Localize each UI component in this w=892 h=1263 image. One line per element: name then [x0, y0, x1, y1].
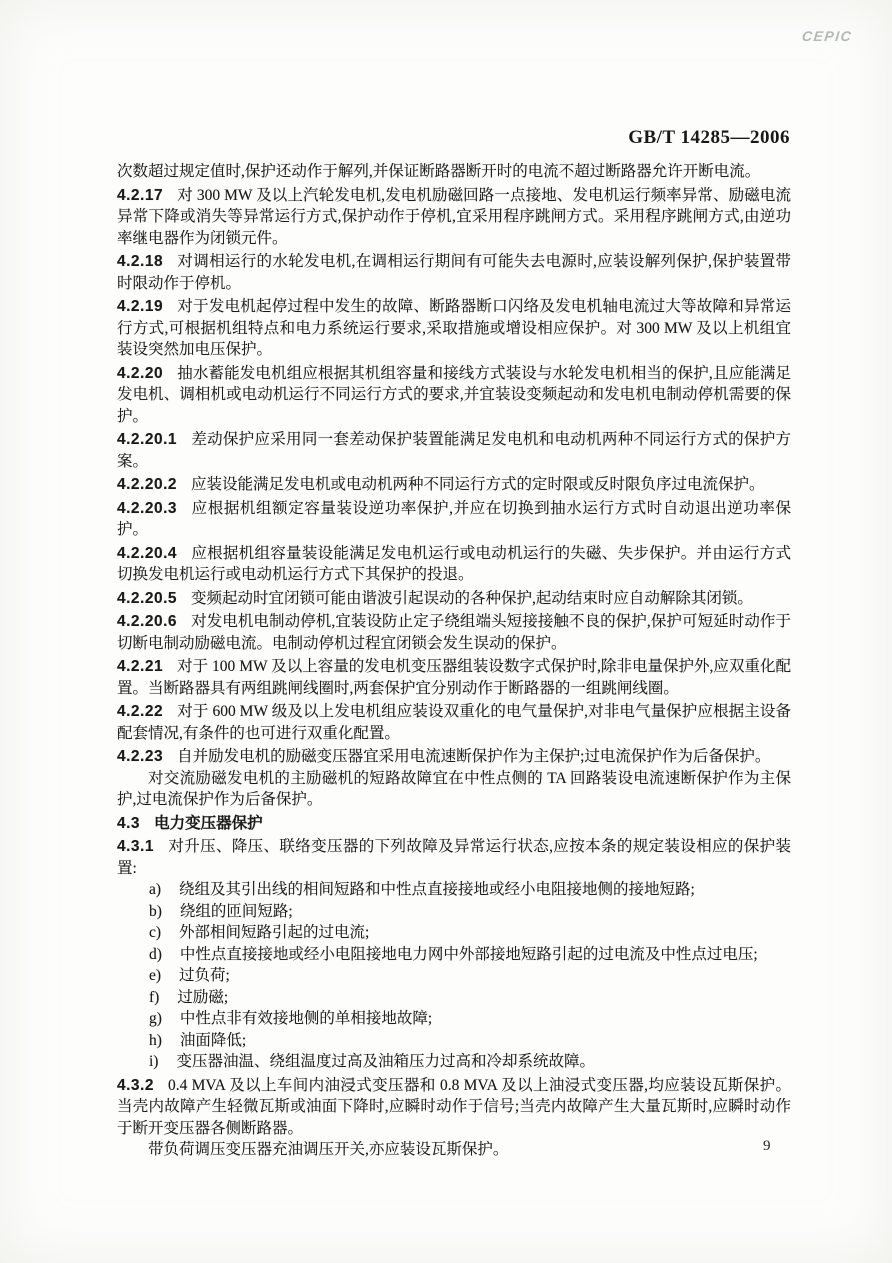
clause-number: 4.3.2	[117, 1076, 154, 1094]
list-item-b	[117, 901, 791, 923]
list-item-c	[117, 922, 791, 944]
clause-4-3-1	[117, 836, 791, 879]
list-item-label: f)	[149, 988, 160, 1006]
clause-number: 4.2.19	[117, 298, 164, 315]
list-item-text: 变压器油温、绕组温度过高及油箱压力过高和冷却系统故障。	[176, 1053, 595, 1070]
clause-text: 0.4 MVA 及以上车间内油浸式变压器和 0.8 MVA 及以上油浸式变压器,均应装设瓦斯保护。当壳内故障产生轻微瓦斯或油面下降时,应瞬时动作于信号;当壳内故障产生大量瓦斯时,应瞬时动作于断开变压器各侧断路器。	[117, 1076, 791, 1137]
clause-number: 4.2.20	[117, 364, 164, 382]
list-item-text: 绕组的匝间短路;	[179, 902, 293, 920]
clause-number: 4.2.23	[117, 748, 164, 765]
list-item-e	[117, 965, 791, 987]
clause-number: 4.2.20.3	[117, 499, 178, 517]
paragraph-ac-excitation: 对交流励磁发电机的主励磁机的短路故障宜在中性点侧的 TA 回路装设电流速断保护作为主保护,过电流保护作为后备保护。	[117, 769, 791, 808]
list-item-label: i)	[149, 1053, 159, 1070]
document-body	[117, 161, 791, 1161]
clause-text: 对发电机电制动停机,宜装设防止定子绕组端头短接接触不良的保护,保护可短延时动作于切断电制动励磁电流。电制动停机过程宜闭锁会发生误动的保护。	[117, 613, 791, 652]
clause-4-2-20	[117, 363, 791, 428]
clause-4-2-22	[117, 701, 791, 744]
section-number: 4.3	[117, 814, 141, 832]
clause-number: 4.2.17	[117, 186, 164, 204]
clause-text: 对于发电机起停过程中发生的故障、断路器断口闪络及发电机轴电流过大等故障和异常运行方式,可根据机组特点和电力系统运行要求,采取措施或增设相应保护。对 300 MW 及以上机组宜装设突然加电压保护。	[117, 298, 791, 358]
list-item-d	[117, 944, 791, 966]
list-item-label: d)	[149, 945, 162, 963]
list-item-g	[117, 1008, 791, 1030]
clause-4-2-19	[117, 296, 791, 361]
clause-4-2-20-3	[117, 498, 791, 541]
clause-text: 自并励发电机的励磁变压器宜采用电流速断保护作为主保护;过电流保护作为后备保护。	[177, 748, 771, 765]
clause-text: 应根据机组额定容量装设逆功率保护,并应在切换到抽水运行方式时自动退出逆功率保护。	[117, 499, 791, 538]
section-heading-4-3	[117, 813, 791, 835]
list-item-label: h)	[149, 1031, 162, 1049]
list-item-label: b)	[149, 902, 162, 920]
list-item-i	[117, 1051, 791, 1073]
list-item-text: 过励磁;	[177, 988, 229, 1006]
clause-text: 对调相运行的水轮发电机,在调相运行期间有可能失去电源时,应装设解列保护,保护装置带时限动作于停机。	[117, 253, 791, 292]
clause-text: 对于 600 MW 级及以上发电机组应装设双重化的电气量保护,对非电气量保护应根据主设备配套情况,有条件的也可进行双重化配置。	[117, 703, 791, 742]
clause-4-2-17	[117, 185, 791, 250]
clause-number: 4.2.20.2	[117, 476, 178, 493]
clause-4-2-20-1	[117, 429, 791, 472]
paragraph-on-load-tap-changer: 带负荷调压变压器充油调压开关,亦应装设瓦斯保护。	[148, 1141, 509, 1158]
clause-text: 对于 100 MW 及以上容量的发电机变压器组装设数字式保护时,除非电量保护外,应双重化配置。当断路器具有两组跳闸线圈时,两套保护宜分别动作于断路器的一组跳闸线圈。	[117, 658, 791, 697]
clause-text: 抽水蓄能发电机组应根据其机组容量和接线方式装设与水轮发电机相当的保护,且应能满足发电机、调相机或电动机运行不同运行方式的要求,并宜装设变频起动和发电机电制动停机需要的保护。	[117, 364, 791, 425]
clause-text: 变频起动时宜闭锁可能由谐波引起误动的各种保护,起动结束时应自动解除其闭锁。	[191, 589, 753, 607]
clause-number: 4.2.20.1	[117, 431, 178, 448]
list-item-text: 油面降低;	[179, 1031, 247, 1049]
standard-code-header: GB/T 14285—2006	[628, 127, 790, 148]
clause-4-2-20-2	[117, 474, 791, 496]
list-item-label: e)	[149, 967, 162, 984]
list-item-label: c)	[149, 924, 162, 941]
clause-text: 对 300 MW 及以上汽轮发电机,发电机励磁回路一点接地、发电机运行频率异常、励磁电流异常下降或消失等异常运行方式,保护动作于停机,宜采用程序跳闸方式。采用程序跳闸方式,由逆功率继电器作为闭锁元件。	[117, 186, 791, 247]
clause-text: 对升压、降压、联络变压器的下列故障及异常运行状态,应按本条的规定装设相应的保护装置:	[117, 838, 791, 877]
clause-4-2-18	[117, 251, 791, 294]
clause-text: 应根据机组容量装设能满足发电机运行或电动机运行的失磁、失步保护。并由运行方式切换发电机运行或电动机运行方式下其保护的投退。	[117, 544, 791, 583]
list-item-f	[117, 987, 791, 1009]
clause-4-2-20-6	[117, 611, 791, 654]
clause-number: 4.2.22	[117, 703, 164, 720]
list-item-text: 中性点非有效接地侧的单相接地故障;	[179, 1010, 433, 1027]
clause-text: 应装设能满足发电机或电动机两种不同运行方式的定时限或反时限负序过电流保护。	[191, 476, 765, 493]
clause-4-2-23	[117, 746, 791, 768]
cepic-watermark-logo: CEPIC	[800, 28, 853, 44]
list-item-text: 外部相间短路引起的过电流;	[179, 924, 370, 941]
list-item-label: a)	[149, 881, 162, 898]
list-item-h	[117, 1030, 791, 1052]
clause-number: 4.2.20.5	[117, 589, 178, 607]
clause-number: 4.2.18	[117, 253, 164, 270]
clause-4-2-20-4	[117, 543, 791, 586]
list-item-label: g)	[149, 1010, 162, 1027]
clause-number: 4.2.20.4	[117, 544, 178, 562]
section-title: 电力变压器保护	[154, 814, 263, 832]
list-item-text: 过负荷;	[179, 967, 230, 984]
page-number: 9	[763, 1138, 771, 1154]
clause-number: 4.3.1	[117, 838, 154, 855]
list-item-text: 绕组及其引出线的相间短路和中性点直接接地或经小电阻接地侧的接地短路;	[179, 881, 695, 898]
list-item-a	[117, 879, 791, 901]
clause-4-2-21	[117, 656, 791, 699]
paragraph-continuation: 次数超过规定值时,保护还动作于解列,并保证断路器断开时的电流不超过断路器允许开断电流。	[117, 163, 761, 180]
clause-number: 4.2.20.6	[117, 613, 178, 630]
clause-number: 4.2.21	[117, 658, 164, 675]
list-item-text: 中性点直接接地或经小电阻接地电力网中外部接地短路引起的过电流及中性点过电压;	[179, 945, 758, 963]
clause-text: 差动保护应采用同一套差动保护装置能满足发电机和电动机两种不同运行方式的保护方案。	[117, 431, 791, 470]
clause-4-3-2	[117, 1075, 791, 1140]
clause-4-2-20-5	[117, 588, 791, 610]
